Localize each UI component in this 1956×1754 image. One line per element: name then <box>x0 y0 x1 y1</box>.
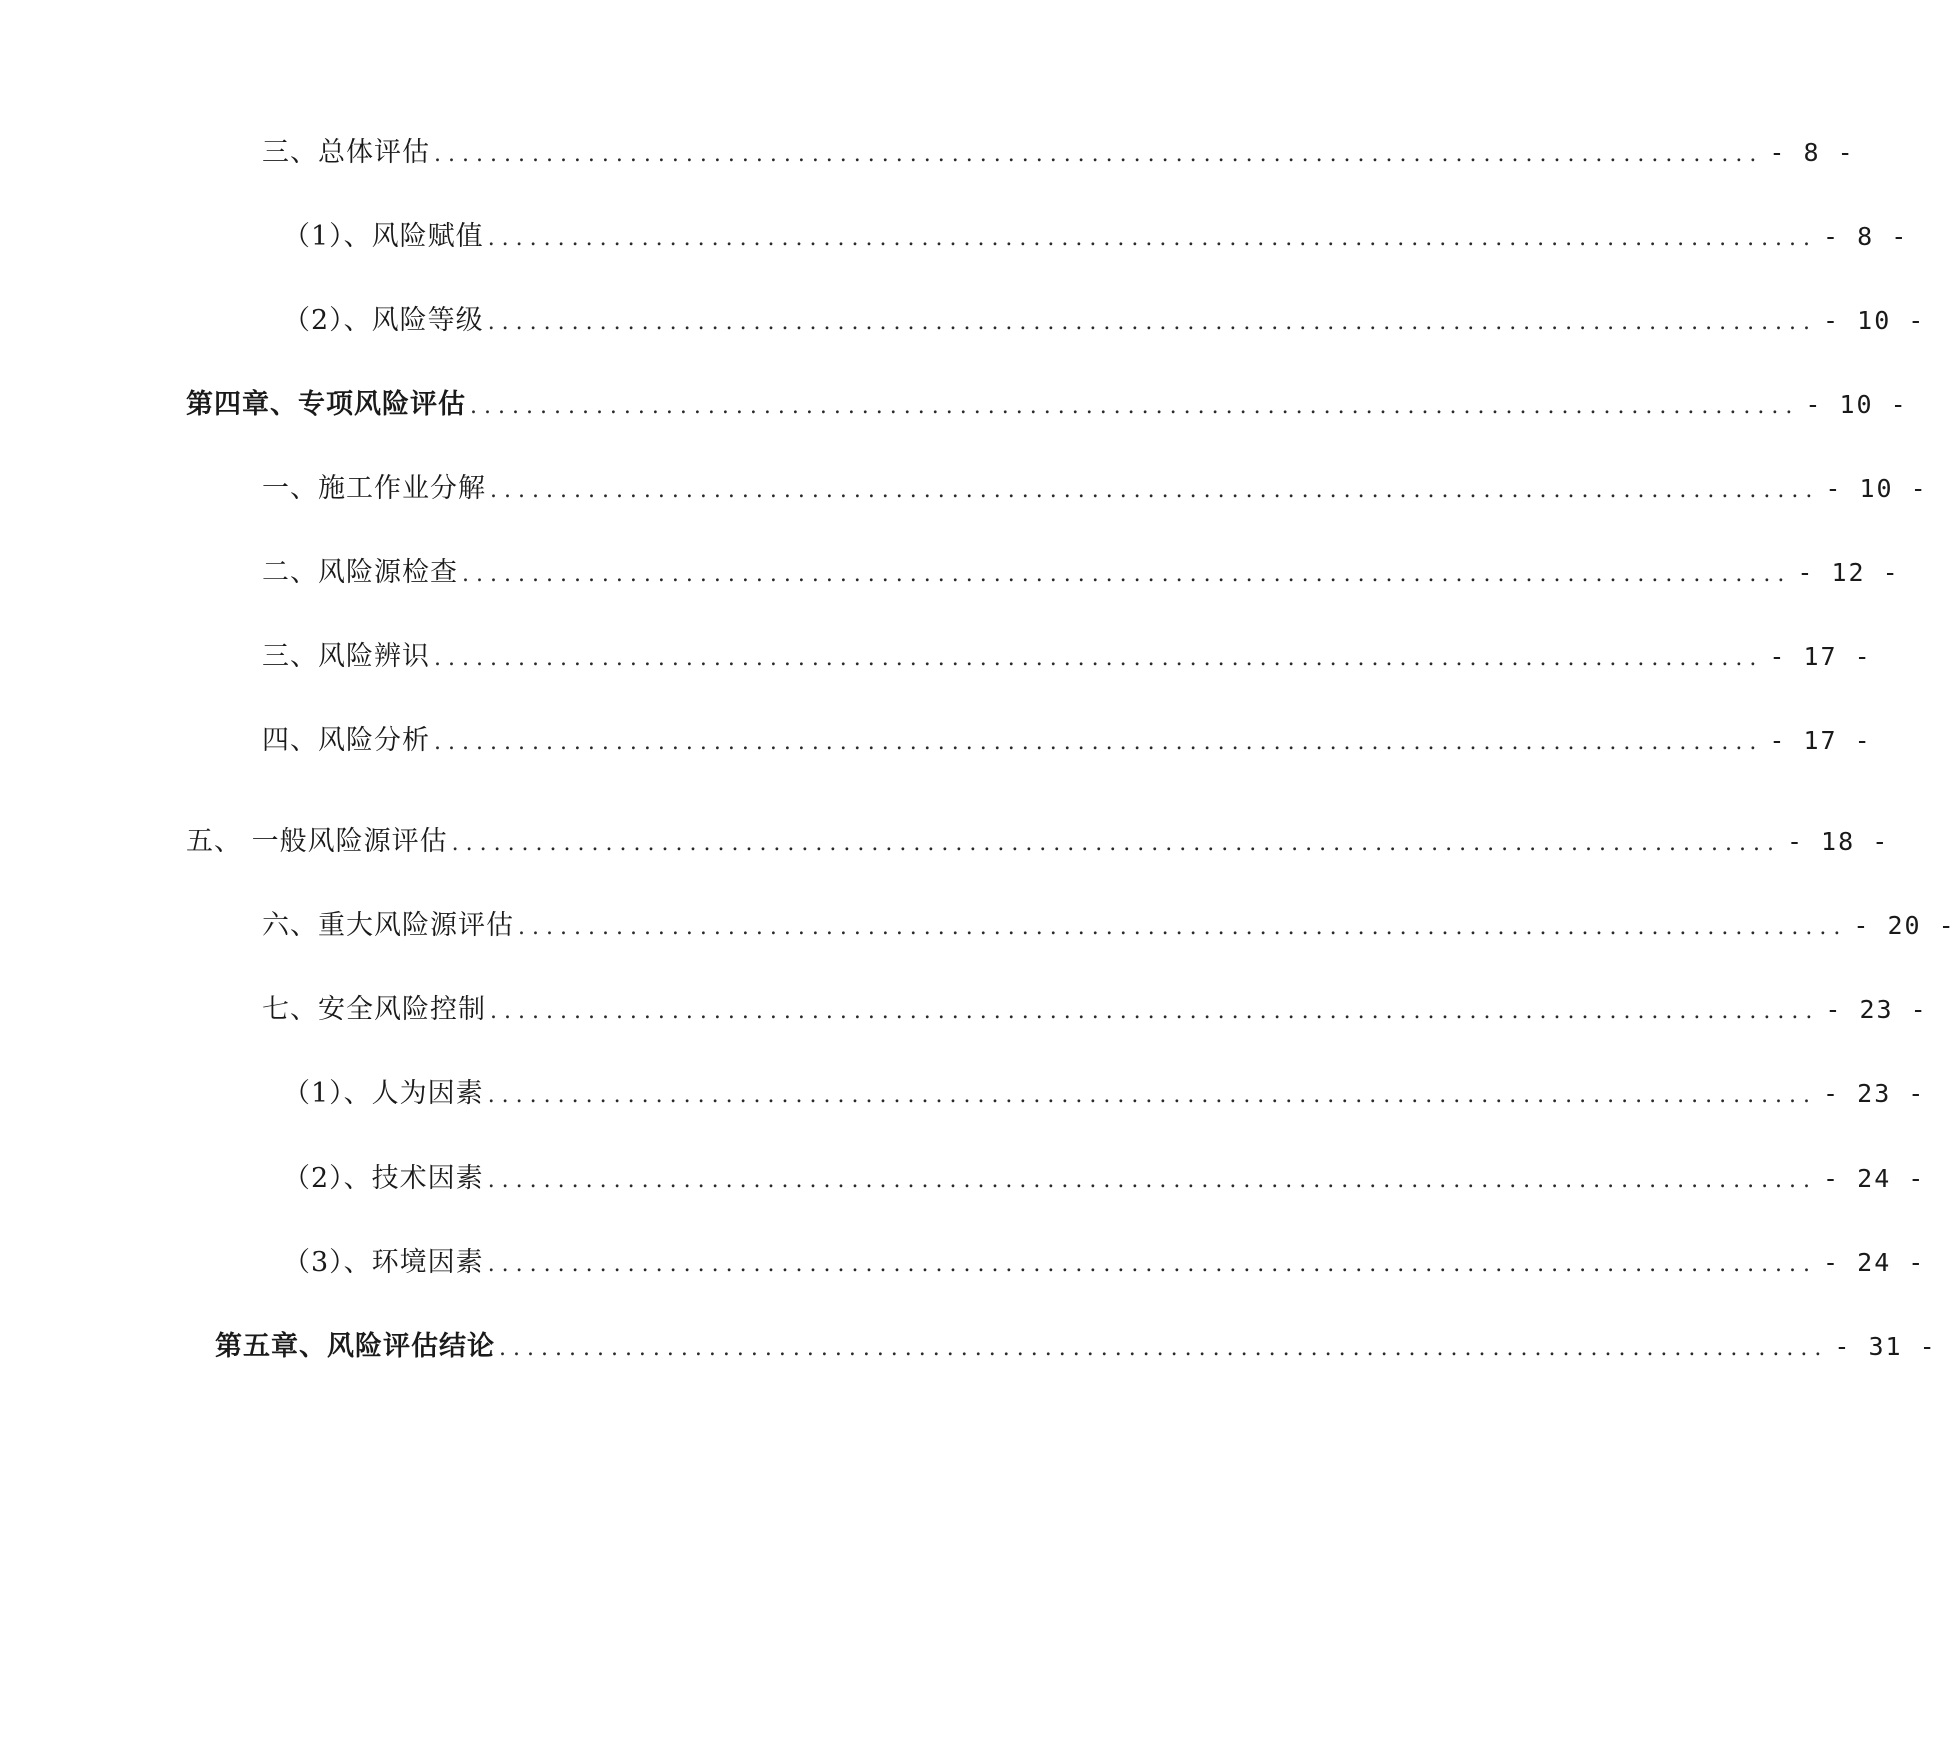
dot-leader: ............................................................................................... <box>434 646 1764 671</box>
toc-entry-page: - 24 - <box>1823 1164 1926 1193</box>
dot-leader: ............................................................................................... <box>487 1083 1818 1108</box>
toc-entry-safety-risk-control[interactable] <box>262 990 1928 1030</box>
toc-entry-page: - 10 - <box>1825 474 1928 503</box>
toc-entry-title: 七、安全风险控制 <box>262 994 486 1025</box>
toc-entry-title: （2）、技术因素 <box>283 1163 484 1194</box>
toc-entry-page: - 8 - <box>1769 138 1855 167</box>
toc-entry-title: 一、施工作业分解 <box>262 473 486 504</box>
toc-entry-title: 第五章、风险评估结论 <box>215 1331 495 1362</box>
toc-entry-title: 二、风险源检查 <box>262 557 458 588</box>
toc-entry-chapter-5[interactable] <box>215 1327 1937 1367</box>
toc-entry-page: - 20 - <box>1853 911 1956 940</box>
dot-leader: ............................................................................................... <box>487 1168 1818 1193</box>
toc-entry-major-risk-source[interactable] <box>262 906 1956 946</box>
toc-entry-risk-identification[interactable] <box>262 637 1872 677</box>
toc-entry-title: 六、重大风险源评估 <box>262 910 514 941</box>
toc-entry-title: （3）、环境因素 <box>283 1247 484 1278</box>
toc-entry-page: - 18 - <box>1786 827 1890 856</box>
dot-leader: ............................................................................................... <box>499 1336 1829 1361</box>
toc-entry-page: - 12 - <box>1797 558 1900 587</box>
dot-leader: ............................................................................................... <box>518 915 1848 940</box>
dot-leader: ............................................................................................... <box>490 478 1820 503</box>
toc-entry-human-factors[interactable] <box>283 1074 1926 1114</box>
toc-entry-title: 四、风险分析 <box>262 725 430 756</box>
toc-entry-title: 第四章、专项风险评估 <box>186 389 466 420</box>
toc-entry-title: （2）、风险等级 <box>283 305 484 336</box>
dot-leader: ............................................................................................... <box>487 1252 1818 1277</box>
toc-entry-page: - 10 - <box>1823 306 1926 335</box>
dot-leader: ............................................................................................... <box>487 310 1818 335</box>
toc-entry-page: - 24 - <box>1823 1248 1926 1277</box>
toc-entry-risk-source-check[interactable] <box>262 553 1900 593</box>
toc-entry-title: 五、 一般风险源评估 <box>186 826 448 857</box>
toc-entry-page: - 10 - <box>1805 390 1908 419</box>
toc-entry-title: （1）、风险赋值 <box>283 221 484 252</box>
toc-entry-technical-factors[interactable] <box>283 1159 1926 1199</box>
dot-leader: ............................................................................................... <box>434 142 1764 167</box>
dot-leader: ............................................................................................... <box>487 226 1818 251</box>
toc-entry-work-breakdown[interactable] <box>262 469 1928 509</box>
toc-entry-page: - 23 - <box>1825 995 1928 1024</box>
dot-leader: ............................................................................................... <box>434 730 1764 755</box>
toc-entry-page: - 31 - <box>1834 1332 1937 1361</box>
toc-entry-page: - 17 - <box>1769 642 1872 671</box>
toc-entry-page: - 17 - <box>1769 726 1872 755</box>
dot-leader: ............................................................................................... <box>490 999 1820 1024</box>
dot-leader: ............................................................................................... <box>470 394 1800 419</box>
toc-entry-risk-analysis[interactable] <box>262 721 1872 761</box>
toc-entry-title: 三、总体评估 <box>262 137 430 168</box>
toc-entry-general-risk-source[interactable] <box>186 822 1890 862</box>
toc-entry-risk-assignment[interactable] <box>283 217 1909 257</box>
toc-entry-page: - 8 - <box>1823 222 1909 251</box>
toc-entry-environmental-factors[interactable] <box>283 1243 1926 1283</box>
toc-entry-page: - 23 - <box>1823 1079 1926 1108</box>
toc-entry-title: （1）、人为因素 <box>283 1078 484 1109</box>
toc-entry-risk-level[interactable] <box>283 301 1926 341</box>
toc-entry-chapter-4[interactable] <box>186 385 1908 425</box>
dot-leader: ............................................................................................... <box>451 831 1781 856</box>
toc-entry-title: 三、风险辨识 <box>262 641 430 672</box>
dot-leader: ............................................................................................... <box>462 562 1792 587</box>
toc-entry-overall-assessment[interactable] <box>262 133 1855 173</box>
